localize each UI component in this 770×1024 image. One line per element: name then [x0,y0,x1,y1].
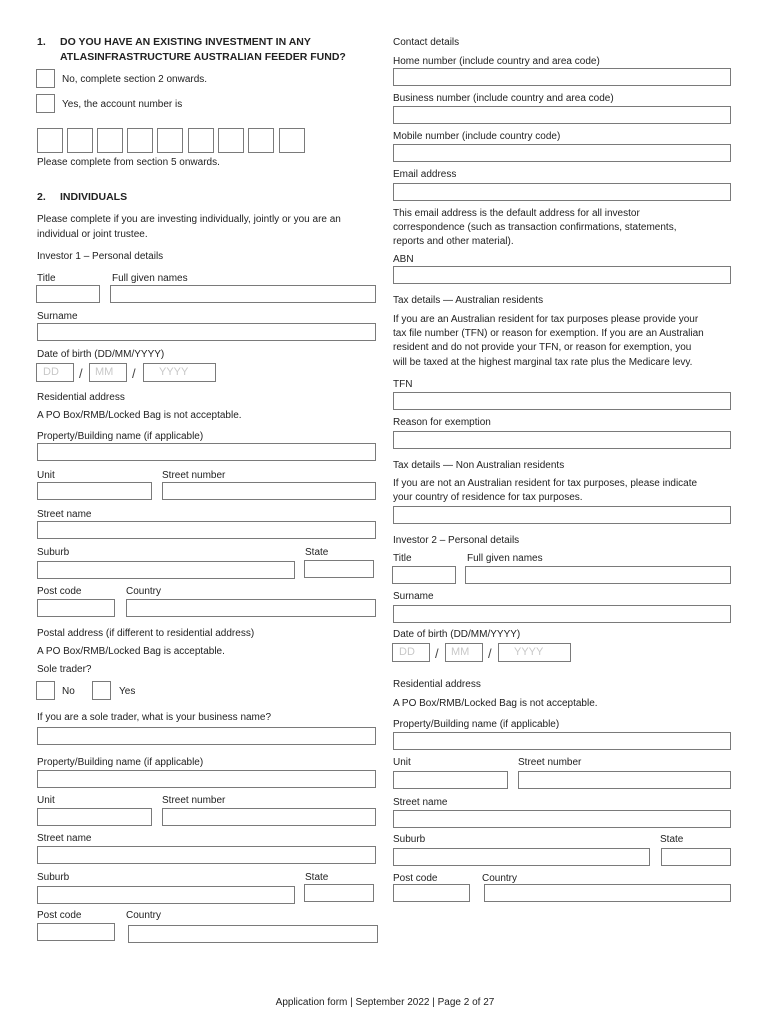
investor-2-dob-label: Date of birth (DD/MM/YYYY) [393,629,521,640]
investor-2-dob-year-placeholder: YYYY [514,646,544,658]
sole-trader-yes-checkbox[interactable] [92,681,111,700]
postal-country-label: Country [126,910,162,921]
contact-details-heading: Contact details [393,37,460,48]
investor-1-street-name-input[interactable] [37,521,376,539]
existing-investment-yes-label: Yes, the account number is [62,99,183,110]
postal-state-label: State [305,872,329,883]
investor-2-property-input[interactable] [393,732,731,750]
investor-2-country-input[interactable] [484,884,731,902]
investor-1-suburb-input[interactable] [37,561,295,579]
postal-property-input[interactable] [37,770,376,788]
investor-1-surname-label: Surname [37,311,78,322]
section-2-number: 2. [37,191,46,203]
investor-1-dob-day-placeholder: DD [43,366,59,378]
email-note-line2: correspondence (such as transaction confirmations, statements, [393,222,677,233]
tfn-input[interactable] [393,392,731,410]
investor-2-post-code-label: Post code [393,873,438,884]
postal-street-name-input[interactable] [37,846,376,864]
investor-2-heading: Investor 2 – Personal details [393,535,520,546]
investor-2-state-input[interactable] [661,848,731,866]
email-label: Email address [393,169,457,180]
home-number-label: Home number (include country and area code) [393,56,600,67]
investor-1-postal-address-label: Postal address (if different to residential address) [37,628,255,639]
mobile-number-label: Mobile number (include country code) [393,131,561,142]
section-1-number: 1. [37,36,46,48]
investor-1-res-address-label: Residential address [37,392,125,403]
investor-2-dob-month-placeholder: MM [451,646,470,658]
abn-label: ABN [393,254,414,265]
email-note-line3: reports and other material). [393,236,514,247]
email-note-line1: This email address is the default address for all investor [393,208,640,219]
sole-trader-no-checkbox[interactable] [36,681,55,700]
section-5-note: Please complete from section 5 onwards. [37,157,220,168]
exemption-reason-input[interactable] [393,431,731,449]
account-digit-2[interactable] [67,128,93,153]
residence-country-input[interactable] [393,506,731,524]
sole-trader-no-label: No [62,686,75,697]
investor-2-title-input[interactable] [392,566,456,584]
business-name-input[interactable] [37,727,376,745]
investor-2-property-label: Property/Building name (if applicable) [393,719,560,730]
postal-street-number-label: Street number [162,795,226,806]
tax-nonau-text-line2: your country of residence for tax purposes. [393,492,583,503]
investor-2-country-label: Country [482,873,518,884]
investor-2-street-number-input[interactable] [518,771,731,789]
investor-1-title-label: Title [37,273,56,284]
investor-1-country-label: Country [126,586,162,597]
section-1-title-line1: DO YOU HAVE AN EXISTING INVESTMENT IN ANY [60,36,311,48]
postal-post-code-label: Post code [37,910,82,921]
investor-2-dob-slash-1: / [435,646,439,661]
business-number-label: Business number (include country and area code) [393,93,614,104]
investor-1-dob-year-placeholder: YYYY [159,366,189,378]
investor-2-state-label: State [660,834,684,845]
account-digit-4[interactable] [127,128,153,153]
tax-nonau-text-line1: If you are not an Australian resident for tax purposes, please indicate [393,478,698,489]
investor-1-res-address-note: A PO Box/RMB/Locked Bag is not acceptable. [37,410,242,421]
existing-investment-yes-checkbox[interactable] [36,94,55,113]
account-digit-7[interactable] [218,128,244,153]
account-digit-6[interactable] [188,128,214,153]
page-footer: Application form | September 2022 | Page 2 of 27 [275,997,495,1008]
investor-1-street-name-label: Street name [37,509,92,520]
account-digit-8[interactable] [248,128,274,153]
investor-2-street-name-input[interactable] [393,810,731,828]
home-number-input[interactable] [393,68,731,86]
investor-2-post-code-input[interactable] [393,884,470,902]
postal-country-input[interactable] [128,925,378,943]
investor-1-street-number-label: Street number [162,470,226,481]
tax-nonau-heading: Tax details — Non Australian residents [393,460,565,471]
investor-1-unit-label: Unit [37,470,55,481]
tax-au-text-line1: If you are an Australian resident for tax purposes please provide your [393,314,699,325]
investor-2-unit-label: Unit [393,757,411,768]
investor-2-res-address-label: Residential address [393,679,481,690]
investor-1-street-number-input[interactable] [162,482,376,500]
tax-au-text-line2: tax file number (TFN) or reason for exemption. If you are an Australian [393,328,704,339]
investor-1-unit-input[interactable] [37,482,152,500]
investor-1-title-input[interactable] [36,285,100,303]
account-digit-5[interactable] [157,128,183,153]
investor-1-dob-slash-2: / [132,366,136,381]
business-name-label: If you are a sole trader, what is your business name? [37,712,272,723]
tax-au-heading: Tax details — Australian residents [393,295,544,306]
investor-2-street-number-label: Street number [518,757,582,768]
investor-2-surname-label: Surname [393,591,434,602]
mobile-number-input[interactable] [393,144,731,162]
investor-1-postal-address-note: A PO Box/RMB/Locked Bag is acceptable. [37,646,225,657]
investor-1-surname-input[interactable] [37,323,376,341]
investor-2-names-label: Full given names [467,553,543,564]
investor-1-heading: Investor 1 – Personal details [37,251,164,262]
section-1-title-line2: ATLASINFRASTRUCTURE AUSTRALIAN FEEDER FUND? [60,51,346,63]
postal-street-number-input[interactable] [162,808,376,826]
investor-1-dob-label: Date of birth (DD/MM/YYYY) [37,349,165,360]
postal-unit-label: Unit [37,795,55,806]
business-number-input[interactable] [393,106,731,124]
investor-2-surname-input[interactable] [393,605,731,623]
tfn-label: TFN [393,379,413,390]
postal-property-label: Property/Building name (if applicable) [37,757,204,768]
investor-2-title-label: Title [393,553,412,564]
investor-2-suburb-input[interactable] [393,848,650,866]
investor-1-state-label: State [305,547,329,558]
section-2-intro-line1: Please complete if you are investing individually, jointly or you are an [37,214,341,225]
investor-2-res-address-note: A PO Box/RMB/Locked Bag is not acceptable. [393,698,598,709]
postal-suburb-label: Suburb [37,872,70,883]
investor-2-unit-input[interactable] [393,771,508,789]
investor-1-property-input[interactable] [37,443,376,461]
investor-2-dob-slash-2: / [488,646,492,661]
section-2-title: INDIVIDUALS [60,191,128,203]
existing-investment-no-label: No, complete section 2 onwards. [62,74,208,85]
existing-investment-no-checkbox[interactable] [36,69,55,88]
investor-1-names-label: Full given names [112,273,188,284]
abn-input[interactable] [393,266,731,284]
tax-au-text-line4: will be taxed at the highest marginal tax rate plus the Medicare levy. [393,357,693,368]
postal-state-input[interactable] [304,884,374,902]
account-digit-3[interactable] [97,128,123,153]
tax-au-text-line3: resident and do not provide your TFN, or reason for exemption, you [393,342,692,353]
section-2-intro-line2: individual or joint trustee. [37,229,148,240]
investor-1-post-code-label: Post code [37,586,82,597]
investor-2-street-name-label: Street name [393,797,448,808]
postal-suburb-input[interactable] [37,886,295,904]
investor-1-property-label: Property/Building name (if applicable) [37,431,204,442]
investor-1-dob-slash-1: / [79,366,83,381]
email-input[interactable] [393,183,731,201]
investor-1-names-input[interactable] [110,285,376,303]
sole-trader-label: Sole trader? [37,664,92,675]
investor-1-state-input[interactable] [304,560,374,578]
sole-trader-yes-label: Yes [119,686,136,697]
investor-2-names-input[interactable] [465,566,731,584]
postal-post-code-input[interactable] [37,923,115,941]
investor-1-dob-month-placeholder: MM [95,366,114,378]
postal-street-name-label: Street name [37,833,92,844]
investor-1-country-input[interactable] [126,599,376,617]
investor-1-post-code-input[interactable] [37,599,115,617]
account-digit-9[interactable] [279,128,305,153]
investor-2-suburb-label: Suburb [393,834,426,845]
investor-1-suburb-label: Suburb [37,547,70,558]
investor-2-dob-day-placeholder: DD [399,646,415,658]
account-digit-1[interactable] [37,128,63,153]
postal-unit-input[interactable] [37,808,152,826]
exemption-reason-label: Reason for exemption [393,417,491,428]
